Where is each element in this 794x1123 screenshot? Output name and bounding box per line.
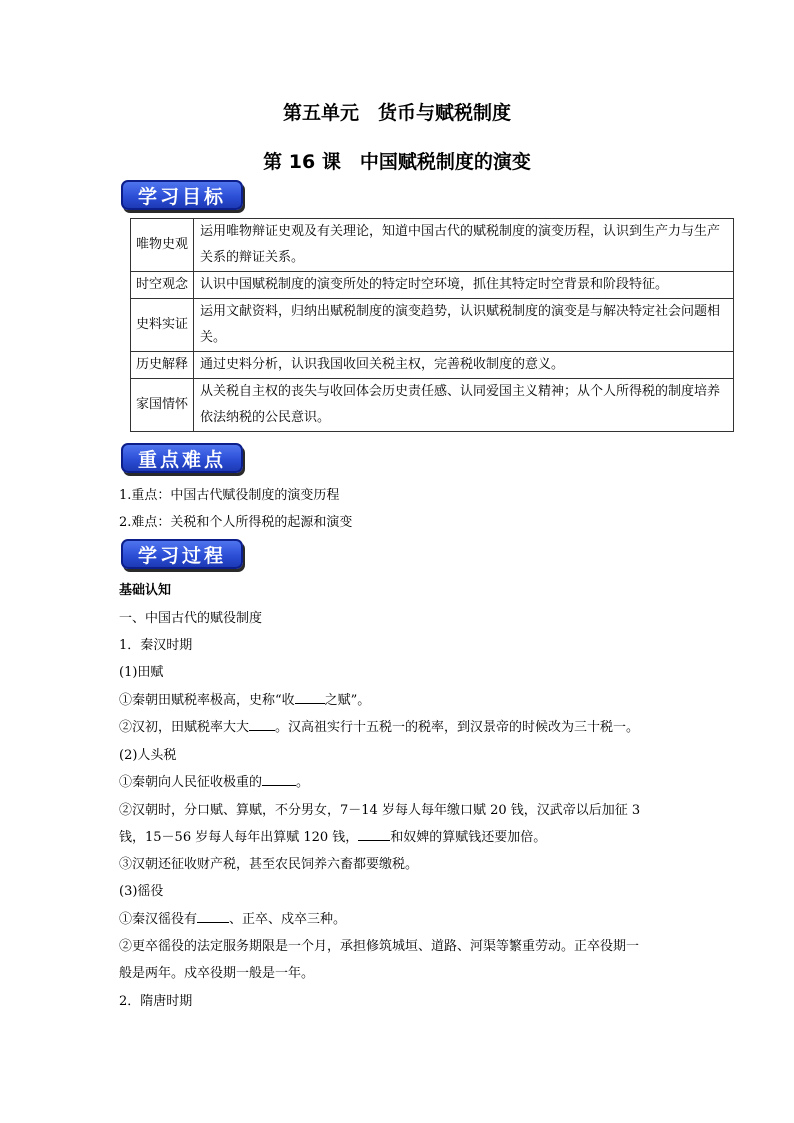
table-row [131,272,734,299]
text-segment: ②汉初，田赋税率大大 [119,720,250,735]
fill-blank[interactable] [197,908,229,923]
text-line [119,908,346,927]
table-row [131,219,734,272]
text-line [119,716,639,735]
unit-title: 第五单元 货币与赋税制度 [282,102,511,124]
text-line: ②更卒徭役的法定服务期限是一个月，承担修筑城垣、道路、河渠等繁重劳动。正卒役期一 [119,939,640,954]
goal-text: 运用文献资料，归纳出赋税制度的演变趋势，认识赋税制度的演变是与解决特定社会问题相关。 [194,299,734,352]
goal-text: 通过史料分析，认识我国收回关税主权，完善税收制度的意义。 [194,352,734,379]
text-segment: ①秦朝向人民征收极重的 [119,775,263,790]
section-heading: 一、中国古代的赋役制度 [119,611,263,626]
goal-text: 运用唯物辩证史观及有关理论，知道中国古代的赋税制度的演变历程，认识到生产力与生产关系的辩证关系。 [194,219,734,272]
goal-label: 时空观念 [131,272,194,299]
goals-table [130,218,734,432]
text-segment: 之赋”。 [324,693,371,708]
text-line: ②汉朝时，分口赋、算赋，不分男女，7－14 岁每人每年缴口赋 20 钱，汉武帝以后加征 3 [119,803,641,818]
text-segment: 、正卒、戍卒三种。 [229,912,347,927]
table-row [131,299,734,352]
sub-heading-rentou: (2)人头税 [119,748,177,763]
text-segment: ①秦汉徭役有 [119,912,198,927]
key-point-2: 2.难点：关税和个人所得税的起源和演变 [119,515,353,530]
text-line: ③汉朝还征收财产税，甚至农民饲养六畜都要缴税。 [119,857,419,872]
fill-blank[interactable] [262,771,296,786]
sub-heading-tianfu: (1)田赋 [119,665,164,680]
goal-label: 历史解释 [131,352,194,379]
goal-text: 从关税自主权的丧失与收回体会历史责任感、认同爱国主义精神；从个人所得税的制度培养依法纳税的公民意识。 [194,379,734,432]
goal-text: 认识中国赋税制度的演变所处的特定时空环境，抓住其特定时空背景和阶段特征。 [194,272,734,299]
fill-blank[interactable] [249,716,275,731]
table-row [131,379,734,432]
text-segment: ①秦朝田赋税率极高，史称“收 [119,693,295,708]
key-point-1: 1.重点：中国古代赋役制度的演变历程 [119,488,340,503]
text-segment: 和奴婢的算赋钱还要加倍。 [390,830,547,845]
goal-label: 史料实证 [131,299,194,352]
section-badge-process: 学习过程 [121,539,243,569]
text-segment: 。汉高祖实行十五税一的税率，到汉景帝的时候改为三十税一。 [275,720,640,735]
text-line [119,826,546,845]
text-line: 般是两年。戍卒役期一般是一年。 [119,966,315,981]
section-badge-key-points: 重点难点 [121,443,243,473]
table-row [131,352,734,379]
goal-label: 家国情怀 [131,379,194,432]
sub-heading-yaoyi: (3)徭役 [119,884,164,899]
text-segment: 钱，15－56 岁每人每年出算赋 120 钱， [119,830,359,845]
period-heading-suitang: 2．隋唐时期 [119,994,193,1009]
text-line [119,689,370,708]
section-badge-goals: 学习目标 [121,180,243,210]
text-line [119,771,309,790]
period-heading-qinhan: 1．秦汉时期 [119,638,193,653]
fill-blank[interactable] [358,826,390,841]
text-segment: 。 [296,775,310,790]
heading-basic: 基础认知 [119,583,172,598]
goal-label: 唯物史观 [131,219,194,272]
fill-blank[interactable] [295,689,325,704]
lesson-title: 第 16 课 中国赋税制度的演变 [263,151,531,173]
